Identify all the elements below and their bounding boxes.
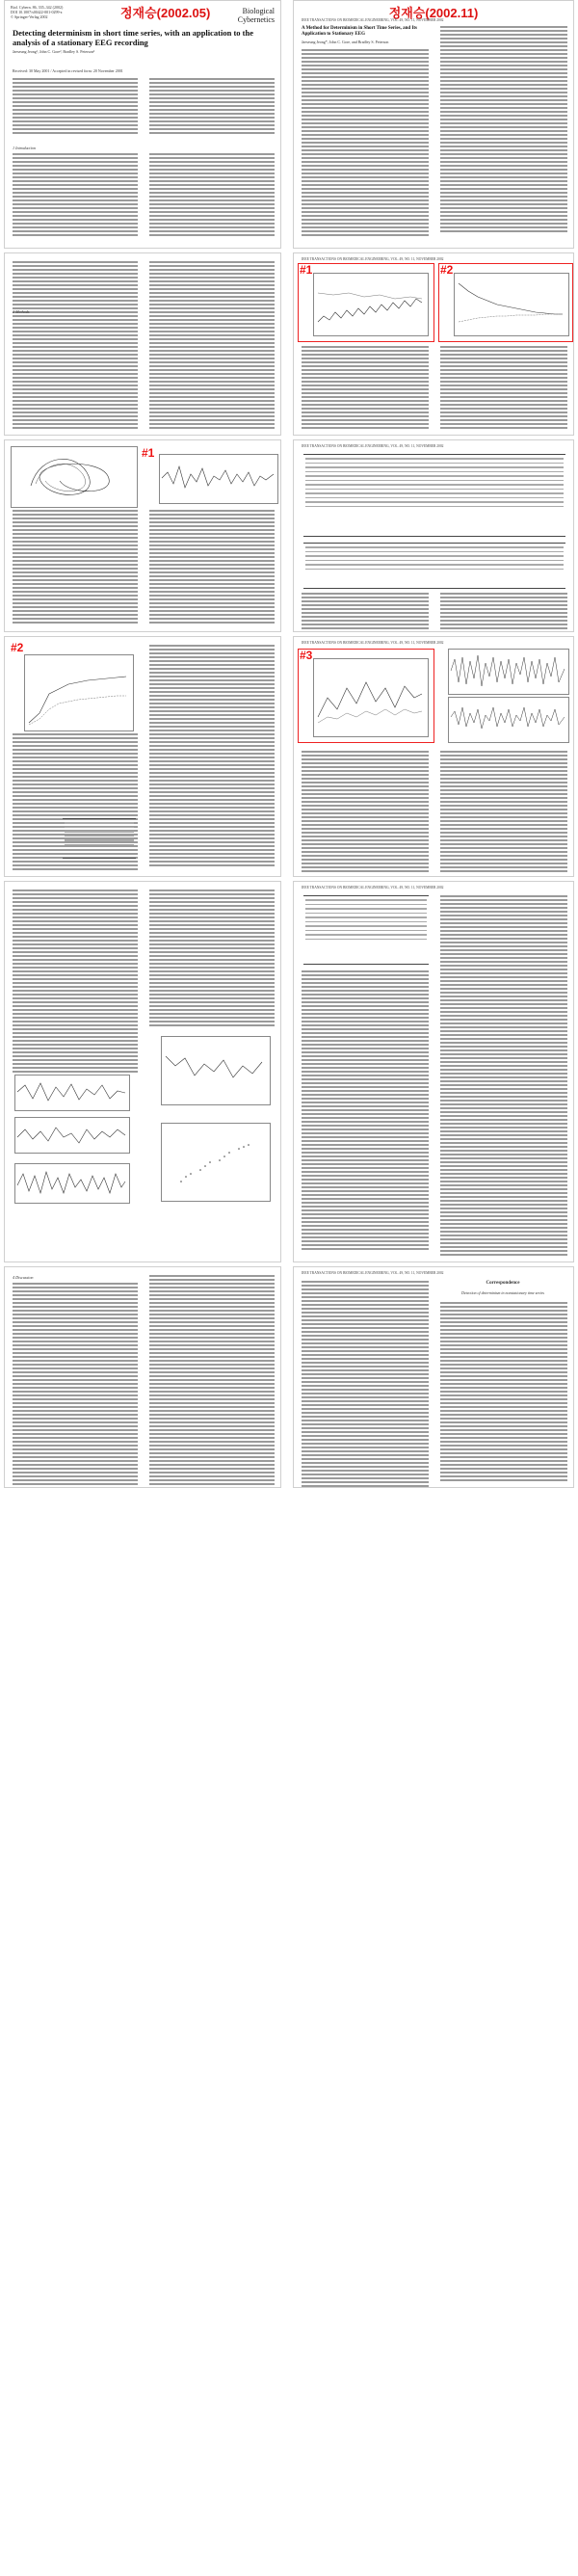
figure-plot xyxy=(14,1117,130,1154)
figure-plot xyxy=(14,1075,130,1111)
journal-name-line: Cybernetics xyxy=(237,15,275,24)
line-plot xyxy=(314,274,426,333)
paper2-header-label: 정재승(2002.11) xyxy=(388,6,479,20)
paper2-title: A Method for Determinism in Short Time Series, and Its Application to Stationary EEG xyxy=(302,26,417,37)
paper2-page-1 xyxy=(293,0,574,249)
scatter-plot xyxy=(162,1037,268,1102)
signal-plot xyxy=(15,1118,127,1151)
figure-2-plot xyxy=(24,654,134,731)
body-text-right xyxy=(149,261,275,431)
signal-plot xyxy=(15,1076,127,1108)
table xyxy=(63,818,136,859)
figure-plot xyxy=(161,1123,271,1202)
body-text xyxy=(302,751,429,874)
figure-plot xyxy=(14,1163,130,1204)
running-header: IEEE TRANSACTIONS ON BIOMEDICAL ENGINEERING, VOL. 49, NO. 11, NOVEMBER 2002 xyxy=(302,18,444,22)
paper2-page-6 xyxy=(293,1266,574,1488)
running-header: IEEE TRANSACTIONS ON BIOMEDICAL ENGINEERING, VOL. 49, NO. 11, NOVEMBER 2002 xyxy=(302,886,444,890)
signal-plot xyxy=(449,650,566,692)
journal-line: DOI 10.1007/s00422-001-0299-z xyxy=(11,10,63,14)
section-heading: 4 Discussion xyxy=(13,1275,34,1280)
body-text xyxy=(302,970,429,1252)
scatter-plot xyxy=(162,1124,268,1199)
paper1-title: Detecting determinism in short time series, with an application to the analysis of a stationary EEG recording xyxy=(13,28,254,47)
line-plot xyxy=(455,274,566,333)
abstract-text xyxy=(13,78,138,136)
body-text-right xyxy=(149,1275,275,1487)
paper1-page-2 xyxy=(4,252,281,436)
figure-plot xyxy=(313,658,429,737)
running-header: IEEE TRANSACTIONS ON BIOMEDICAL ENGINEERING, VOL. 49, NO. 11, NOVEMBER 2002 xyxy=(302,1271,444,1275)
paper1-page-3 xyxy=(4,439,281,632)
journal-line: © Springer-Verlag 2002 xyxy=(11,14,48,19)
body-text xyxy=(302,593,429,631)
paper1-journal-info xyxy=(11,5,63,19)
figure-marker: #1 xyxy=(300,263,313,277)
running-header: IEEE TRANSACTIONS ON BIOMEDICAL ENGINEERING, VOL. 49, NO. 11, NOVEMBER 2002 xyxy=(302,257,444,261)
figure-marker: #2 xyxy=(11,641,24,654)
body-text xyxy=(302,346,429,431)
running-header: IEEE TRANSACTIONS ON BIOMEDICAL ENGINEERING, VOL. 49, NO. 11, NOVEMBER 2002 xyxy=(302,641,444,645)
body-text-right xyxy=(149,510,275,625)
intro-text-right xyxy=(149,153,275,238)
body-text-right xyxy=(440,1302,567,1483)
body-text-right xyxy=(440,26,567,234)
paper2-authors: Jaeseung Jeong*, John C. Gore, and Bradley S. Peterson xyxy=(302,40,389,44)
running-header: IEEE TRANSACTIONS ON BIOMEDICAL ENGINEERING, VOL. 49, NO. 11, NOVEMBER 2002 xyxy=(302,444,444,448)
body-text-right xyxy=(149,890,275,1028)
figure-plot xyxy=(448,649,569,695)
body-text xyxy=(302,1281,429,1488)
body-text-right xyxy=(440,346,567,431)
abstract-text-right xyxy=(149,78,275,136)
paper1-header-label: 정재승(2002.05) xyxy=(120,6,211,20)
figure-1-plot xyxy=(159,454,278,504)
paper1-received: Received: 30 May 2001 / Accepted in revised form: 20 November 2001 xyxy=(13,68,123,73)
journal-name xyxy=(238,7,275,24)
body-text-right xyxy=(440,593,567,631)
paper2-page-5 xyxy=(293,881,574,1262)
body-text xyxy=(13,1283,138,1488)
section-heading: 2 Methods xyxy=(13,309,30,314)
figure-marker: #3 xyxy=(300,649,313,662)
figure-marker: #2 xyxy=(440,263,454,277)
table xyxy=(303,543,565,589)
table xyxy=(303,454,565,537)
journal-name-line: Biological xyxy=(242,7,275,15)
body-text xyxy=(13,890,138,1075)
scatter-plot xyxy=(25,655,131,729)
attractor-figure xyxy=(11,446,138,508)
figure-marker: #1 xyxy=(142,446,155,460)
body-text-right xyxy=(440,895,567,1258)
abstract-text xyxy=(302,49,429,238)
intro-text xyxy=(13,153,138,238)
paper1-page-6 xyxy=(4,1266,281,1488)
paper1-page-5 xyxy=(4,881,281,1262)
paper1-authors: Jaeseung Jeong¹, John C. Gore², Bradley S. Peterson³ xyxy=(13,49,95,54)
correspondence-heading: Detection of determinism in nonstationary time series xyxy=(461,1290,544,1295)
attractor-plot xyxy=(12,447,135,505)
figure-plot xyxy=(448,697,569,743)
figure-plot xyxy=(161,1036,271,1105)
section-heading: 1 Introduction xyxy=(13,146,36,150)
body-text-right xyxy=(149,645,275,868)
correspondence-title: Correspondence xyxy=(486,1281,520,1286)
signal-plot xyxy=(449,698,566,740)
paper2-page-2 xyxy=(293,252,574,436)
figure-plot xyxy=(313,273,429,336)
body-text xyxy=(13,261,138,431)
body-text xyxy=(13,510,138,625)
body-text-right xyxy=(440,751,567,874)
paper1-page-1 xyxy=(4,0,281,249)
paper2-page-4 xyxy=(293,636,574,877)
line-plot xyxy=(314,659,426,734)
paper1-page-4 xyxy=(4,636,281,877)
table xyxy=(303,895,429,965)
signal-plot xyxy=(15,1164,127,1201)
paper2-page-3 xyxy=(293,439,574,632)
timeseries-plot xyxy=(160,455,276,501)
journal-line: Biol. Cybern. 86, 335–342 (2002) xyxy=(11,5,64,10)
figure-plot xyxy=(454,273,569,336)
